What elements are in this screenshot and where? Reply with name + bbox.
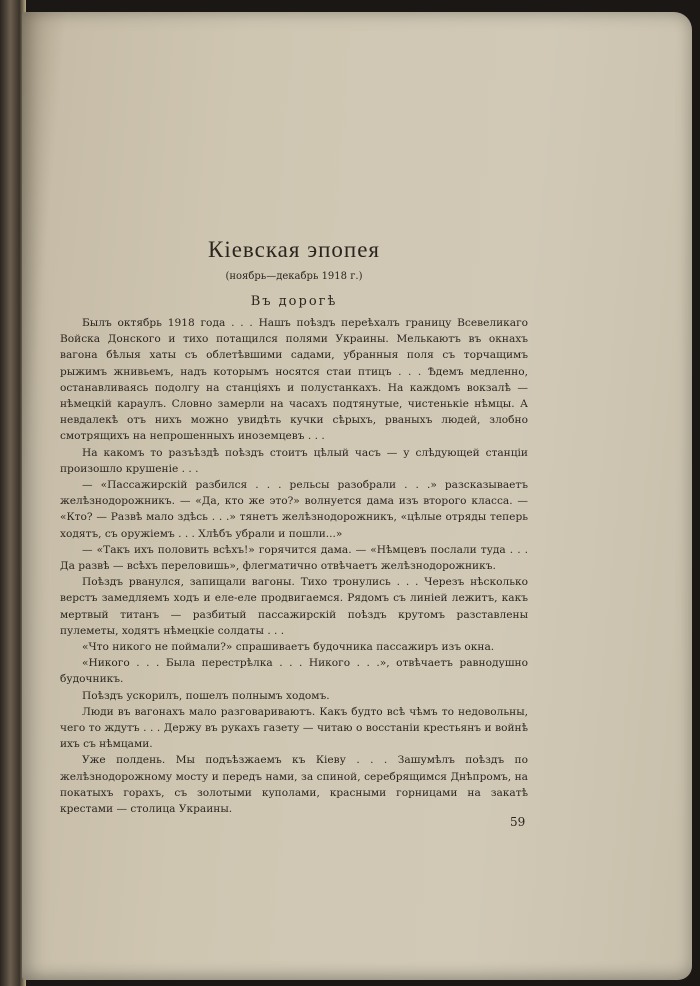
section-heading: Въ дорогѣ xyxy=(250,294,338,309)
page-content xyxy=(60,237,528,817)
chapter-title: Кіевская эпопея xyxy=(207,237,380,262)
chapter-subtitle: (ноябрь—декабрь 1918 г.) xyxy=(225,271,363,282)
paragraph: Уже полдень. Мы подъѣзжаемъ къ Кіеву . . . Зашумѣлъ поѣздъ по желѣзнодорожному мосту и передъ нами, за спиной, серебрящимся Днѣпромъ, на покатыхъ горахъ, съ золотыми куполами, красными горницами на закатѣ крестами — столица Украины. xyxy=(60,754,528,816)
paragraph: «Никого . . . Была перестрѣлка . . . Никого . . .», отвѣчаетъ равнодушно будочникъ. xyxy=(60,657,528,686)
page-number: 59 xyxy=(510,815,526,829)
paragraph: Поѣздъ рванулся, запищали вагоны. Тихо тронулись . . . Черезъ нѣсколько верстъ замедляемъ ходъ и еле-еле продвигаемся. Рядомъ съ линіей лежитъ, какъ мертвый титанъ — разбитый пассажирскій поѣздъ крутомъ разставлены пулеметы, ходятъ нѣмецкіе солдаты . . . xyxy=(60,576,528,637)
paragraph: — «Пассажирскій разбился . . . рельсы разобрали . . .» разсказываетъ желѣзнодорожникъ. — «Да, кто же это?» волнуется дама изъ второго класса. — «Кто? — Развѣ мало здѣсь . . .» тянетъ желѣзнодорожникъ, «цѣлые отряды теперь ходятъ, съ оружіемъ . . . Хлѣбъ убрали и пошли...» xyxy=(60,479,528,540)
paragraph: На какомъ то разъѣздѣ поѣздъ стоитъ цѣлый часъ — у слѣдующей станціи произошло крушеніе . . . xyxy=(60,446,528,475)
paragraph: Люди въ вагонахъ мало разговариваютъ. Какъ будто всѣ чѣмъ то недовольны, чего то ждутъ . . . Держу въ рукахъ газету — читаю о восстаніи крестьянъ и войнѣ ихъ съ нѣмцами. xyxy=(60,705,528,751)
paragraph: Поѣздъ ускорилъ, пошелъ полнымъ ходомъ. xyxy=(82,689,330,702)
paragraph: Былъ октябрь 1918 года . . . Нашъ поѣздъ переѣхалъ границу Всевеликаго Войска Донского и тихо потащился полями Украины. Мелькаютъ въ окнахъ вагона бѣлыя хаты съ облетѣвшими садами, убранныя поля съ торчащимъ рыжимъ жнивьемъ, надъ которымъ носятся стаи птицъ . . . Ѣдемъ медленно, останавливаясь подолгу на станціяхъ и полустанкахъ. На каждомъ вокзалѣ — нѣмецкій караулъ. Словно замерли на часахъ подтянутые, чистенькіе нѣмцы. А невдалекѣ отъ нихъ можно увидѣть кучки сѣрыхъ, рваныхъ людей, злобно смотрящихъ на непрошенныхъ иноземцевъ . . . xyxy=(60,317,528,443)
paragraph: — «Такъ ихъ половить всѣхъ!» горячится дама. — «Нѣмцевъ послали туда . . . Да развѣ — всѣхъ переловишь», флегматично отвѣчаетъ желѣзнодорожникъ. xyxy=(60,543,528,573)
paragraph: «Что никого не поймали?» спрашиваетъ будочника пассажиръ изъ окна. xyxy=(82,641,495,654)
